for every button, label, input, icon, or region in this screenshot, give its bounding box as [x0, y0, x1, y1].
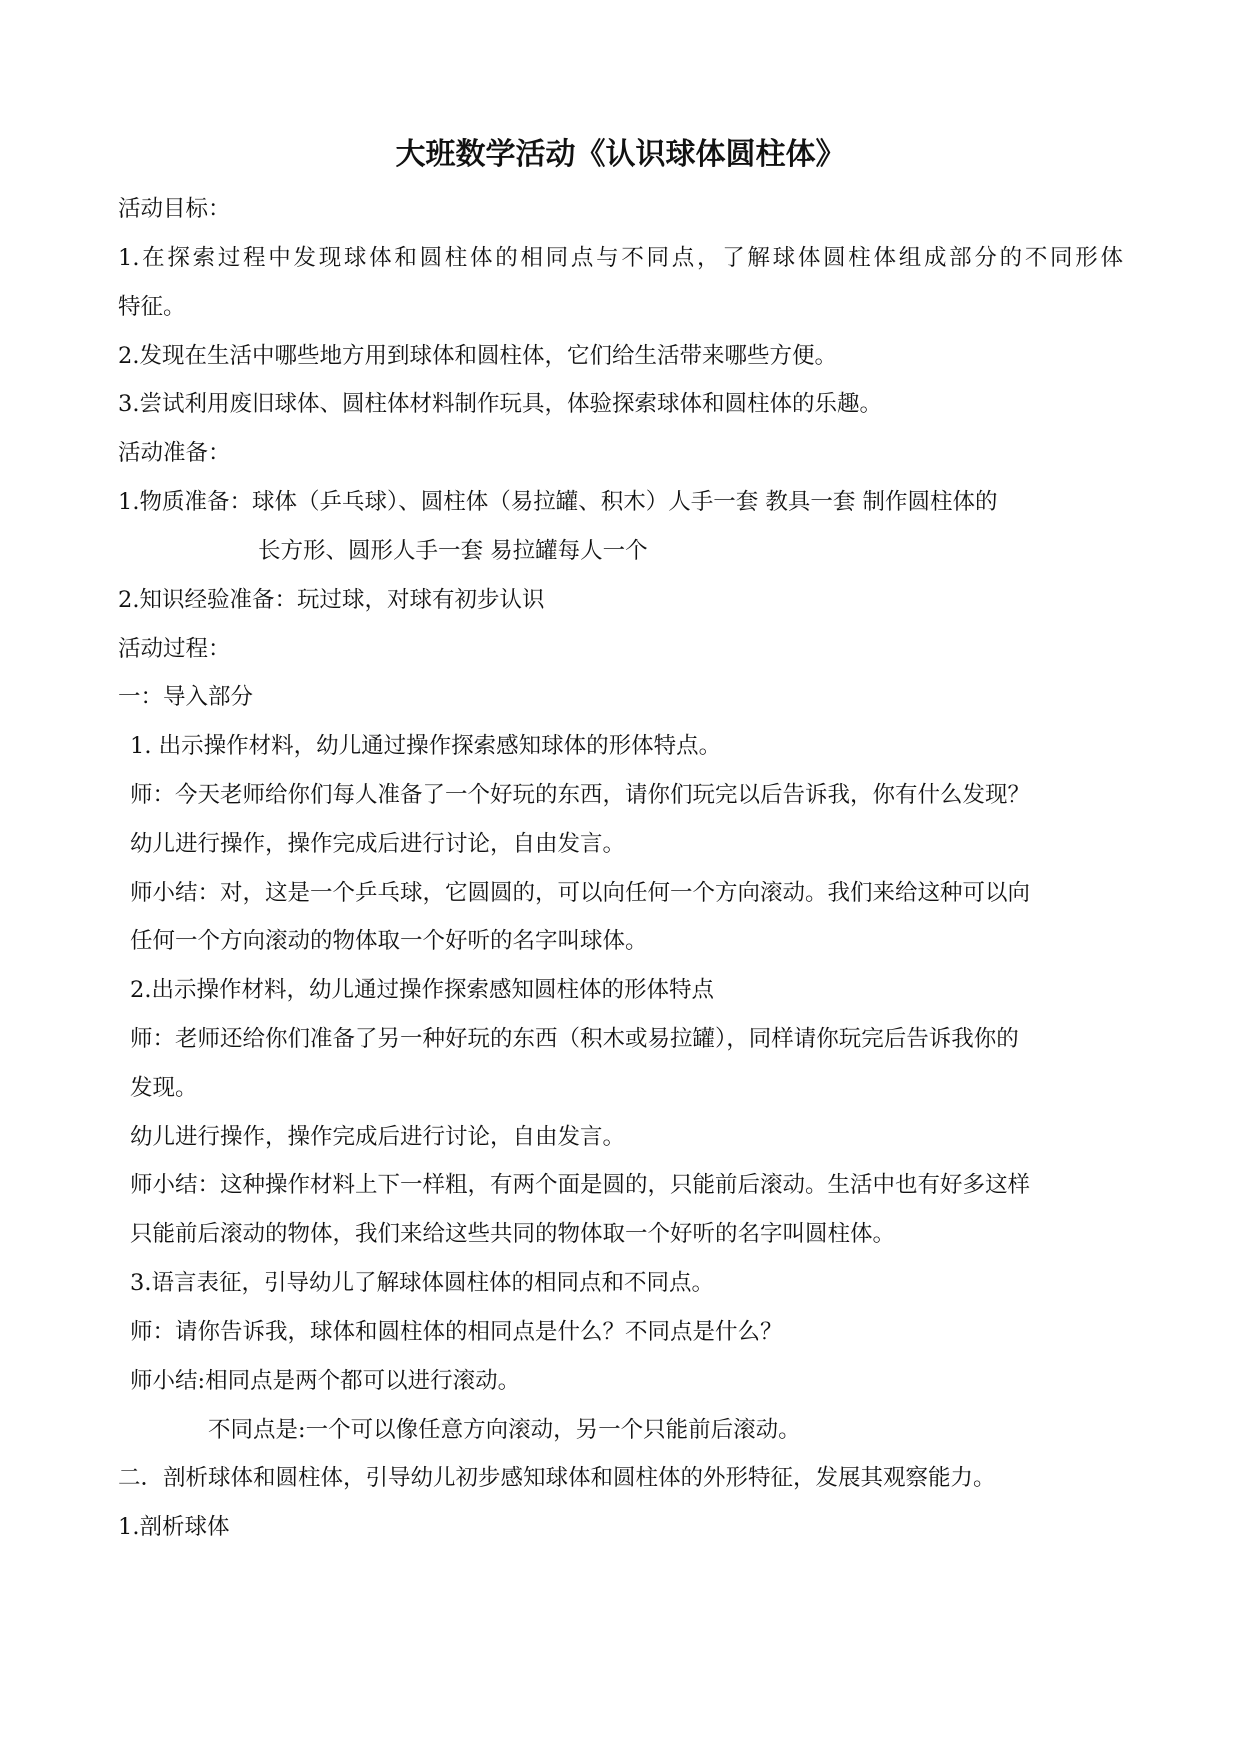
- paragraph-line: 2.出示操作材料，幼儿通过操作探索感知圆柱体的形体特点: [130, 977, 714, 1003]
- paragraph-line: 1.在探索过程中发现球体和圆柱体的相同点与不同点，了解球体圆柱体组成部分的不同形体: [118, 245, 1123, 271]
- paragraph-line: 师小结:相同点是两个都可以进行滚动。: [130, 1368, 521, 1394]
- paragraph-line: 师小结：对，这是一个乒乓球，它圆圆的，可以向任何一个方向滚动。我们来给这种可以向: [130, 880, 1031, 906]
- paragraph-line: 1.物质准备：球体（乒乓球）、圆柱体（易拉罐、积木）人手一套 教具一套 制作圆柱体的: [118, 489, 998, 515]
- paragraph-line: 幼儿进行操作，操作完成后进行讨论，自由发言。: [130, 1124, 626, 1150]
- paragraph-line: 2.发现在生活中哪些地方用到球体和圆柱体，它们给生活带来哪些方便。: [118, 343, 837, 369]
- paragraph-line: 幼儿进行操作，操作完成后进行讨论，自由发言。: [130, 831, 626, 857]
- paragraph-line: 不同点是:一个可以像任意方向滚动，另一个只能前后滚动。: [208, 1417, 801, 1443]
- paragraph-line: 师：老师还给你们准备了另一种好玩的东西（积木或易拉罐），同样请你玩完后告诉我你的: [130, 1026, 1019, 1052]
- document-title: 大班数学活动《认识球体圆柱体》: [395, 137, 846, 172]
- paragraph-line: 师：今天老师给你们每人准备了一个好玩的东西，请你们玩完以后告诉我，你有什么发现？: [130, 782, 1031, 808]
- paragraph-line: 3.语言表征，引导幼儿了解球体圆柱体的相同点和不同点。: [130, 1270, 714, 1296]
- paragraph-line: 任何一个方向滚动的物体取一个好听的名字叫球体。: [130, 928, 648, 954]
- subsection-heading: 一：导入部分: [118, 684, 254, 710]
- paragraph-line: 师：请你告诉我，球体和圆柱体的相同点是什么？不同点是什么？: [130, 1319, 783, 1345]
- section-heading-goals: 活动目标：: [118, 196, 231, 222]
- section-heading-preparation: 活动准备：: [118, 440, 231, 466]
- paragraph-line: 1. 出示操作材料，幼儿通过操作探索感知球体的形体特点。: [130, 733, 722, 759]
- paragraph-line: 师小结：这种操作材料上下一样粗，有两个面是圆的，只能前后滚动。生活中也有好多这样: [130, 1172, 1031, 1198]
- paragraph-line: 只能前后滚动的物体，我们来给这些共同的物体取一个好听的名字叫圆柱体。: [130, 1221, 896, 1247]
- paragraph-line: 2.知识经验准备：玩过球，对球有初步认识: [118, 587, 545, 613]
- paragraph-line: 发现。: [130, 1075, 198, 1101]
- section-heading-process: 活动过程：: [118, 636, 231, 662]
- paragraph-line: 3.尝试利用废旧球体、圆柱体材料制作玩具，体验探索球体和圆柱体的乐趣。: [118, 391, 882, 417]
- paragraph-line: 1.剖析球体: [118, 1514, 230, 1540]
- paragraph-line: 特征。: [118, 294, 186, 320]
- subsection-heading: 二．剖析球体和圆柱体，引导幼儿初步感知球体和圆柱体的外形特征，发展其观察能力。: [118, 1465, 996, 1491]
- paragraph-line: 长方形、圆形人手一套 易拉罐每人一个: [258, 538, 648, 564]
